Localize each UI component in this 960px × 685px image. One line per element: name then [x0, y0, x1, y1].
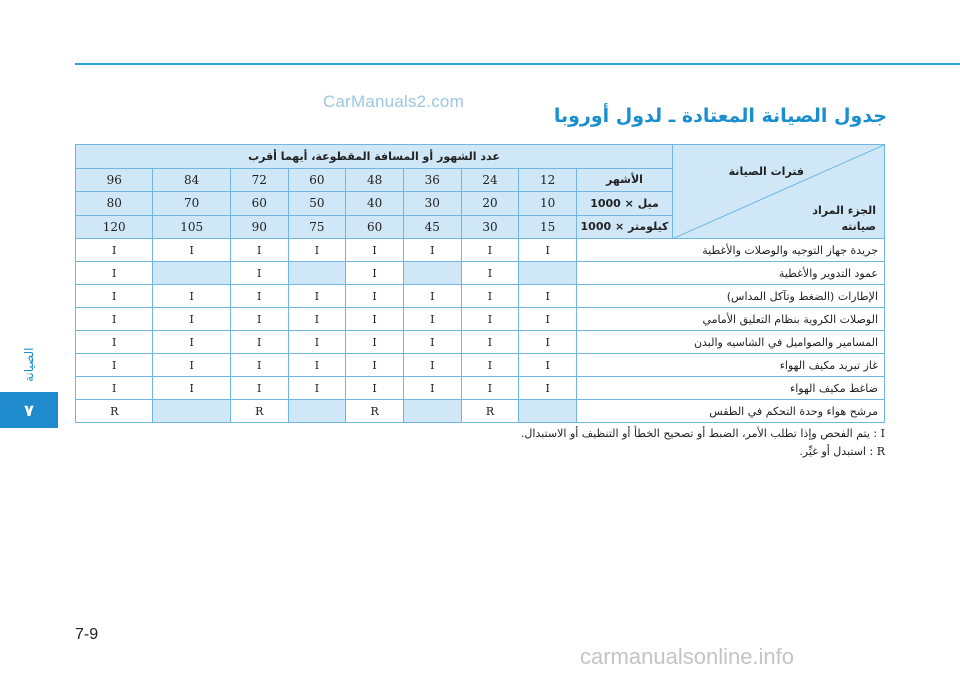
item-code: I [403, 239, 461, 262]
item-code: I [346, 262, 404, 285]
item-code: I [346, 285, 404, 308]
item-code: I [519, 354, 577, 377]
item-code: I [230, 377, 288, 400]
item-code [403, 262, 461, 285]
item-code: I [461, 285, 519, 308]
item-code: I [76, 262, 153, 285]
corner-part-line1: الجزء المراد [812, 204, 876, 217]
unit-value: 10 [519, 192, 577, 216]
item-code: I [346, 377, 404, 400]
item-code: I [153, 239, 230, 262]
watermark-bottom: carmanualsonline.info [580, 644, 795, 669]
item-code [519, 400, 577, 423]
item-name: مرشح هواء وحدة التحكم في الطقس [577, 400, 885, 423]
item-code: I [403, 354, 461, 377]
item-code [288, 262, 346, 285]
corner-part-line2: صيانته [841, 220, 876, 233]
unit-value: 75 [288, 215, 346, 239]
unit-value: 50 [288, 192, 346, 216]
item-code: I [288, 308, 346, 331]
item-code: I [288, 377, 346, 400]
item-code: I [519, 331, 577, 354]
item-name: الوصلات الكروية بنظام التعليق الأمامي [577, 308, 885, 331]
corner-part-label [812, 203, 876, 235]
item-code: I [346, 354, 404, 377]
item-code: I [461, 354, 519, 377]
unit-value: 12 [519, 168, 577, 192]
watermark-top: CarManuals2.com [323, 92, 464, 111]
item-code: I [403, 285, 461, 308]
item-code: R [461, 400, 519, 423]
legend-notes [521, 425, 885, 461]
item-code: I [76, 377, 153, 400]
item-code: I [153, 285, 230, 308]
item-code: I [403, 331, 461, 354]
item-code: I [288, 285, 346, 308]
page-number: 7-9 [75, 626, 99, 643]
item-code: I [288, 239, 346, 262]
unit-value: 36 [403, 168, 461, 192]
item-code: I [519, 285, 577, 308]
item-code: I [153, 308, 230, 331]
item-name: ضاغط مكيف الهواء [577, 377, 885, 400]
unit-value: 24 [461, 168, 519, 192]
unit-value: 60 [346, 215, 404, 239]
item-code: I [230, 262, 288, 285]
item-code: I [288, 354, 346, 377]
unit-value: 48 [346, 168, 404, 192]
item-code: I [230, 308, 288, 331]
item-code [153, 262, 230, 285]
legend-code: I [880, 427, 885, 440]
unit-value: 60 [288, 168, 346, 192]
item-code: I [288, 331, 346, 354]
unit-value: 96 [76, 168, 153, 192]
item-code: I [76, 308, 153, 331]
unit-value: 20 [461, 192, 519, 216]
corner-cell [673, 145, 885, 239]
legend-text: : يتم الفحص وإذا تطلب الأمر، الضبط أو تصحيح الخطأ أو التنظيف أو الاستبدال. [520, 427, 878, 440]
unit-value: 30 [403, 192, 461, 216]
page-title: جدول الصيانة المعتادة ـ لدول أوروبا [553, 105, 887, 127]
unit-value: 80 [76, 192, 153, 216]
table-row [76, 354, 885, 377]
item-name: المسامير والصواميل في الشاسيه والبدن [577, 331, 885, 354]
item-name: غاز تبريد مكيف الهواء [577, 354, 885, 377]
item-code: I [230, 331, 288, 354]
item-code: I [76, 285, 153, 308]
table-row [76, 285, 885, 308]
item-code: I [346, 308, 404, 331]
item-code: I [230, 354, 288, 377]
table-row [76, 308, 885, 331]
chapter-tab: ٧ [0, 392, 58, 428]
item-code: I [461, 239, 519, 262]
table-row [76, 331, 885, 354]
item-code: R [76, 400, 153, 423]
legend-code: R [876, 445, 885, 458]
item-code: I [76, 354, 153, 377]
corner-interval-label: فترات الصيانة [728, 165, 804, 178]
item-code [403, 400, 461, 423]
unit-value: 70 [153, 192, 230, 216]
maintenance-table [75, 144, 885, 423]
table-row [76, 377, 885, 400]
item-code: I [461, 262, 519, 285]
item-code: I [403, 308, 461, 331]
unit-value: 45 [403, 215, 461, 239]
item-code: I [346, 331, 404, 354]
interval-header: عدد الشهور أو المسافة المقطوعة، أيهما أقرب [76, 145, 673, 169]
item-code: R [346, 400, 404, 423]
unit-label: كيلومتر × 1000 [577, 215, 673, 239]
unit-value: 90 [230, 215, 288, 239]
table-row [76, 239, 885, 262]
item-code: I [519, 239, 577, 262]
unit-value: 30 [461, 215, 519, 239]
item-code: I [461, 377, 519, 400]
item-code [153, 400, 230, 423]
item-code [519, 262, 577, 285]
item-code: I [461, 308, 519, 331]
legend-note-inspect [521, 425, 885, 443]
item-name: جريدة جهاز التوجيه والوصلات والأغطية [577, 239, 885, 262]
unit-value: 84 [153, 168, 230, 192]
unit-value: 60 [230, 192, 288, 216]
item-code: I [230, 239, 288, 262]
item-code: R [230, 400, 288, 423]
unit-value: 120 [76, 215, 153, 239]
legend-text: : استبدل أو غيِّر. [799, 445, 874, 458]
side-section-label: الصيانة [22, 347, 36, 383]
item-code: I [153, 377, 230, 400]
item-code: I [230, 285, 288, 308]
item-code: I [519, 308, 577, 331]
item-code: I [519, 377, 577, 400]
item-code: I [461, 331, 519, 354]
unit-value: 40 [346, 192, 404, 216]
item-name: عمود التدوير والأغطية [577, 262, 885, 285]
item-code [288, 400, 346, 423]
unit-label: الأشهر [577, 168, 673, 192]
unit-value: 105 [153, 215, 230, 239]
item-code: I [76, 331, 153, 354]
item-code: I [76, 239, 153, 262]
unit-value: 15 [519, 215, 577, 239]
item-code: I [153, 354, 230, 377]
table-row [76, 400, 885, 423]
item-code: I [403, 377, 461, 400]
item-code: I [346, 239, 404, 262]
item-name: الإطارات (الضغط وتآكل المداس) [577, 285, 885, 308]
top-rule [75, 63, 960, 65]
unit-label: ميل × 1000 [577, 192, 673, 216]
table-row [76, 262, 885, 285]
legend-note-replace [521, 443, 885, 461]
item-code: I [153, 331, 230, 354]
unit-value: 72 [230, 168, 288, 192]
table-header-row [76, 145, 885, 169]
